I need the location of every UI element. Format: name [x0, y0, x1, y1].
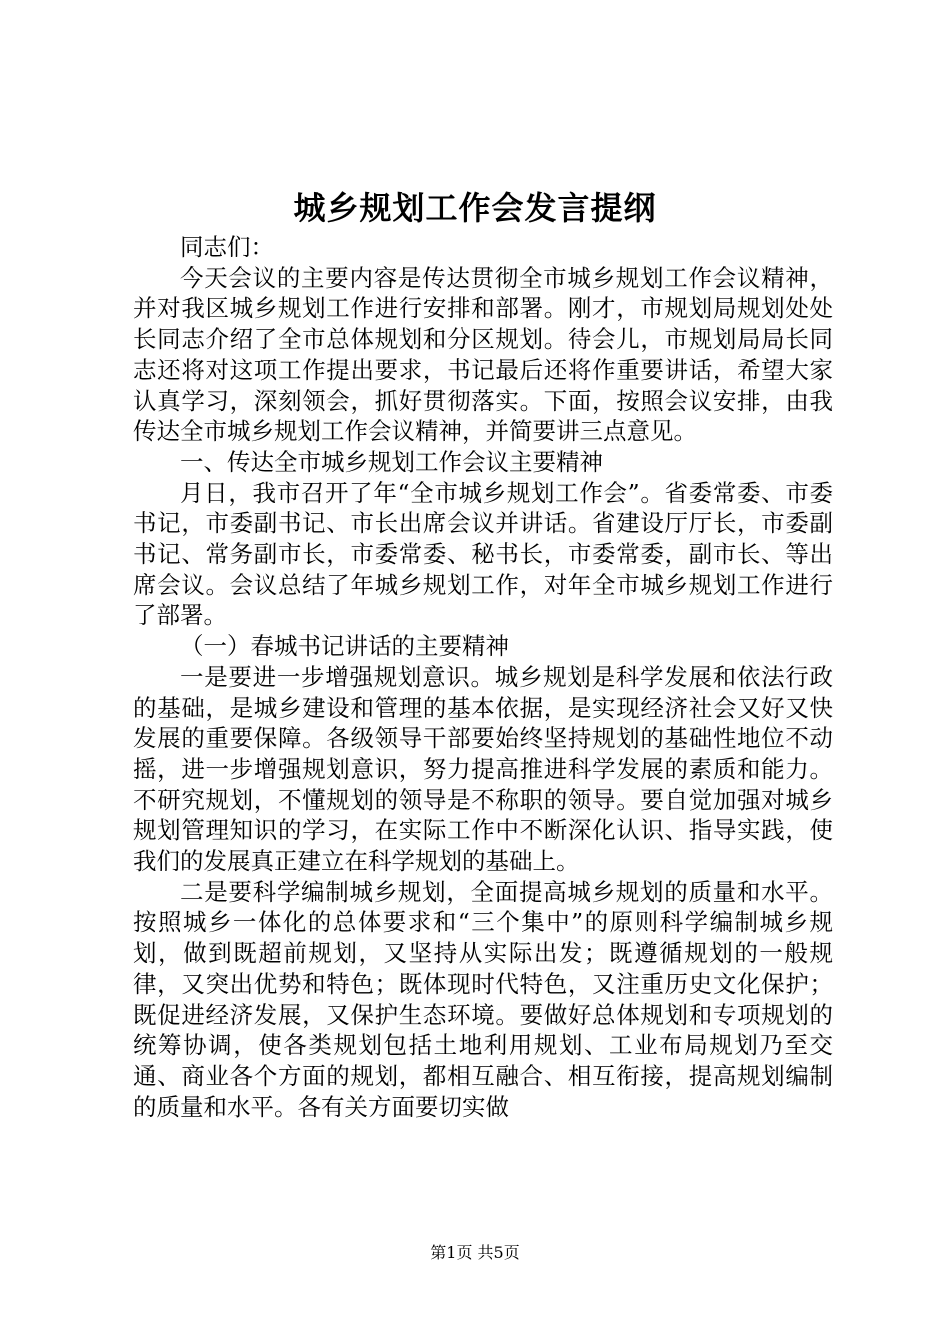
document-body — [133, 232, 833, 1122]
subsection-heading-1: （一）春城书记讲话的主要精神 — [180, 632, 509, 661]
document-title: 城乡规划工作会发言提纲 — [293, 189, 657, 227]
salutation-paragraph: 同志们： — [180, 233, 274, 261]
section-heading-1: 一、传达全市城乡规划工作会议主要精神 — [180, 447, 603, 476]
point-two-paragraph: 二是要科学编制城乡规划，全面提高城乡规划的质量和水平。按照城乡一体化的总体要求和“三个集中”的原则科学编制城乡规划，做到既超前规划，又坚持从实际出发；既遵循规划的一般规律，又突出优势和特色；既体现时代特色，又注重历史文化保护；既促进经济发展，又保护生态环境。要做好总体规划和专项规划的统筹协调，使各类规划包括土地利用规划、工业布局规划乃至交通、商业各个方面的规划，都相互融合、相互衔接，提高规划编制的质量和水平。各有关方面要切实做 — [133, 877, 833, 1121]
intro-paragraph: 今天会议的主要内容是传达贯彻全市城乡规划工作会议精神，并对我区城乡规划工作进行安排和部署。刚才，市规划局规划处处长同志介绍了全市总体规划和分区规划。待会儿，市规划局局长同志还将对这项工作提出要求，书记最后还将作重要讲话，希望大家认真学习，深刻领会，抓好贯彻落实。下面，按照会议安排，由我传达全市城乡规划工作会议精神，并简要讲三点意见。 — [133, 263, 833, 446]
page-number-footer: 第1页 共5页 — [430, 1243, 520, 1262]
point-one-paragraph: 一是要进一步增强规划意识。城乡规划是科学发展和依法行政的基础，是城乡建设和管理的基本依据，是实现经济社会又好又快发展的重要保障。各级领导干部要始终坚持规划的基础性地位不动摇，进一步增强规划意识，努力提高推进科学发展的素质和能力。不研究规划，不懂规划的领导是不称职的领导。要自觉加强对城乡规划管理知识的学习，在实际工作中不断深化认识、指导实践，使我们的发展真正建立在科学规划的基础上。 — [133, 662, 833, 876]
meeting-summary-paragraph: 月日，我市召开了年“全市城乡规划工作会”。省委常委、市委书记，市委副书记、市长出席会议并讲话。省建设厅厅长，市委副书记、常务副市长，市委常委、秘书长，市委常委，副市长、等出席会议。会议总结了年城乡规划工作，对年全市城乡规划工作进行了部署。 — [133, 478, 833, 630]
